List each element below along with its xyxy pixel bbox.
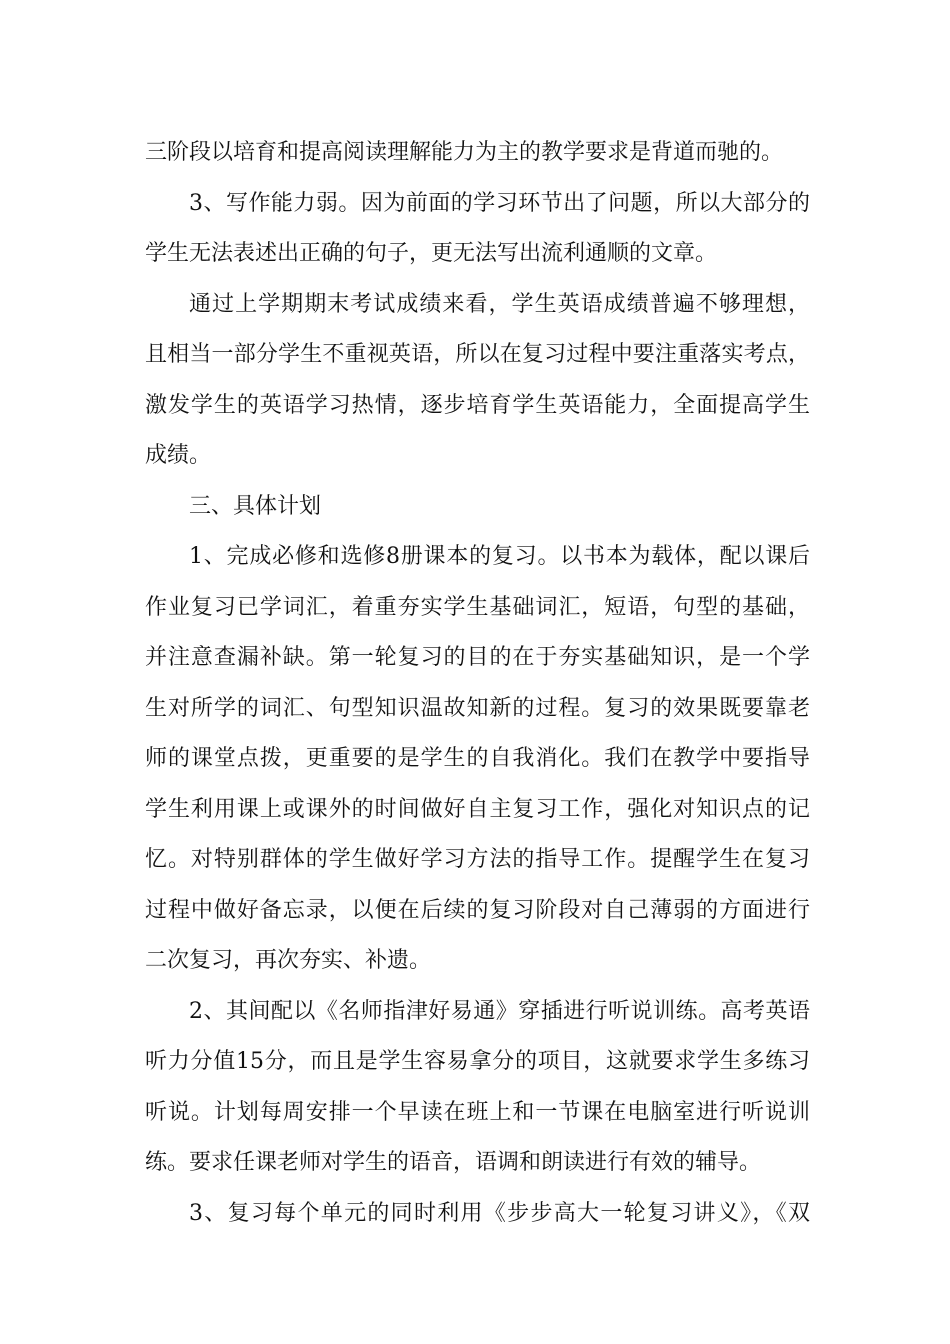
text-line: 练。要求任课老师对学生的语音，语调和朗读进行有效的辅导。	[145, 1150, 762, 1175]
text-line: 成绩。	[145, 443, 212, 468]
text-line: 3、复习每个单元的同时利用《步步高大一轮复习讲义》，《双	[189, 1200, 810, 1226]
text-line: 听说。计划每周安排一个早读在班上和一节课在电脑室进行听说训	[145, 1099, 810, 1125]
text-line: 3、写作能力弱。因为前面的学习环节出了问题，所以大部分的	[189, 190, 810, 216]
text-line: 激发学生的英语学习热情，逐步培育学生英语能力，全面提高学生	[145, 392, 810, 418]
text-line: 学生利用课上或课外的时间做好自主复习工作，强化对知识点的记	[145, 796, 810, 822]
text-line: 二次复习，再次夯实、补遗。	[145, 948, 432, 973]
document-body	[145, 128, 810, 1239]
text-line: 1、完成必修和选修8册课本的复习。以书本为载体，配以课后	[189, 544, 810, 569]
text-line: 听力分值15分，而且是学生容易拿分的项目，这就要求学生多练习	[145, 1049, 810, 1074]
section-heading: 三、具体计划	[189, 493, 322, 519]
text-line: 忆。对特别群体的学生做好学习方法的指导工作。提醒学生在复习	[145, 847, 810, 872]
text-line: 师的课堂点拨，更重要的是学生的自我消化。我们在教学中要指导	[145, 746, 810, 771]
text-line: 并注意查漏补缺。第一轮复习的目的在于夯实基础知识，是一个学	[145, 645, 810, 670]
text-line: 学生无法表述出正确的句子，更无法写出流利通顺的文章。	[145, 241, 718, 266]
text-line: 过程中做好备忘录，以便在后续的复习阶段对自己薄弱的方面进行	[145, 897, 810, 923]
text-line: 三阶段以培育和提高阅读理解能力为主的教学要求是背道而驰的。	[145, 140, 784, 165]
text-line: 且相当一部分学生不重视英语，所以在复习过程中要注重落实考点，	[145, 342, 810, 367]
text-line: 生对所学的词汇、句型知识温故知新的过程。复习的效果既要靠老	[145, 695, 810, 721]
text-line: 2、其间配以《名师指津好易通》穿插进行听说训练。高考英语	[189, 998, 810, 1024]
text-line: 通过上学期期末考试成绩来看，学生英语成绩普遍不够理想，	[189, 291, 810, 317]
text-line: 作业复习已学词汇，着重夯实学生基础词汇，短语，句型的基础，	[145, 594, 810, 620]
